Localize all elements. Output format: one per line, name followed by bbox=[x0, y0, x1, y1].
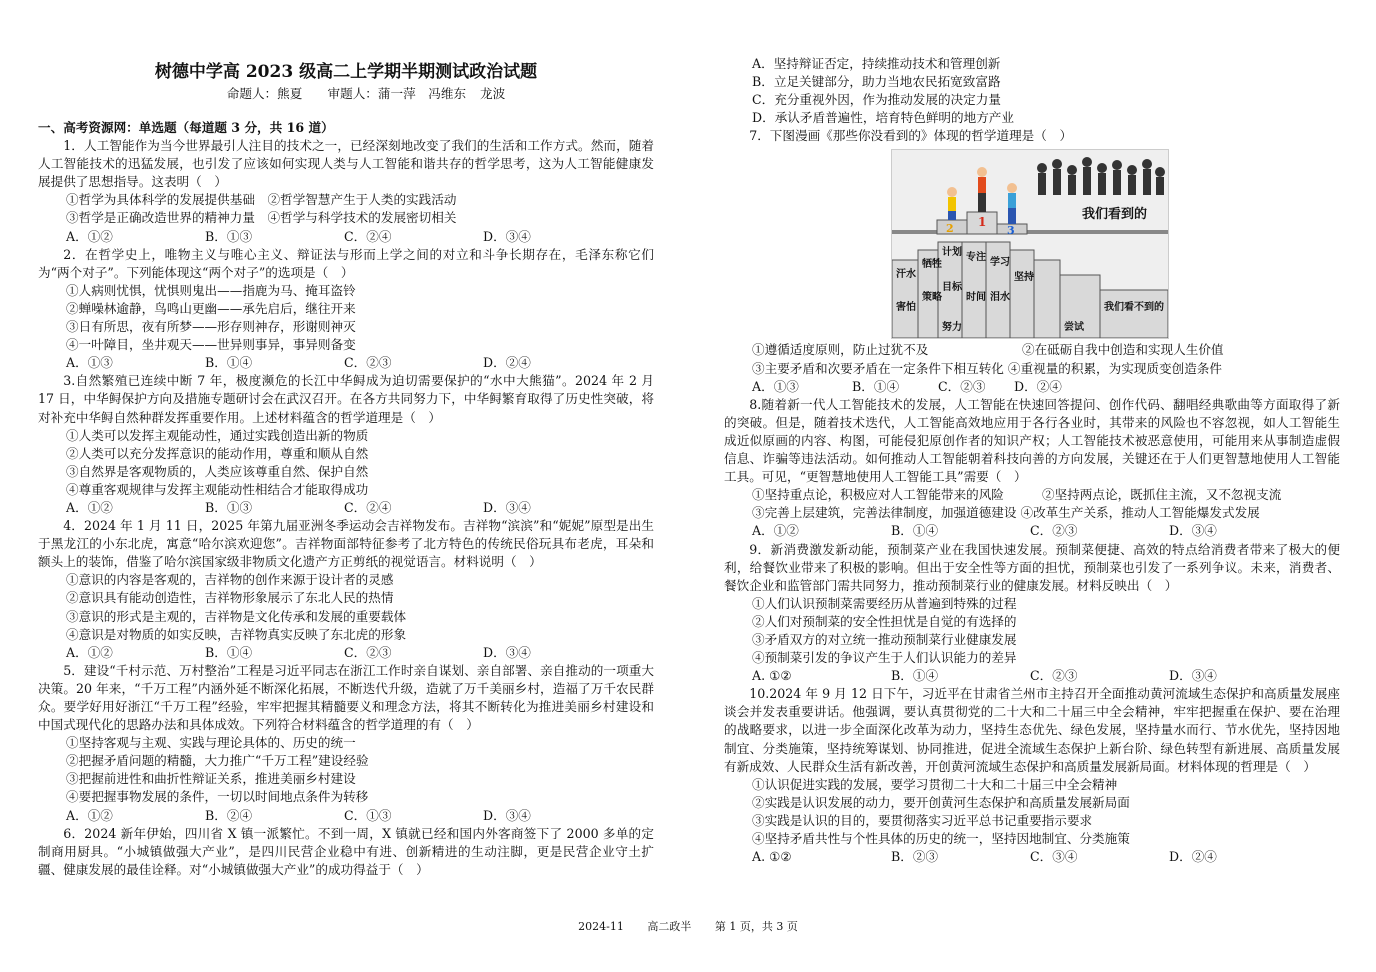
choice-a[interactable]: A．①② bbox=[66, 644, 113, 660]
exam-authors: 命题人：熊夏 审题人：蒲一萍 冯维东 龙波 bbox=[226, 86, 506, 101]
q7-option-2: ②在砥砺自我中创造和实现人生价值 bbox=[1022, 342, 1224, 358]
q3-choices bbox=[38, 499, 654, 517]
footer-date: 2024-11 bbox=[578, 920, 624, 933]
choice-a[interactable]: A．①② bbox=[66, 499, 113, 515]
q10-choices bbox=[724, 848, 1340, 866]
podium-2: 2 bbox=[946, 222, 954, 236]
q3-option: ①人类可以发挥主观能动性，通过实践创造出新的物质 bbox=[66, 427, 369, 443]
choice-c[interactable]: C．①③ bbox=[344, 807, 392, 823]
choice-d[interactable]: D．③④ bbox=[1169, 523, 1217, 539]
podium-1: 1 bbox=[978, 215, 987, 230]
q4-option: ②意识具有能动创造性，吉祥物形象展示了东北人民的热情 bbox=[66, 590, 394, 606]
step-word: 计划 bbox=[942, 247, 962, 259]
q9-option: ①人们认识预制菜需要经历从普遍到特殊的过程 bbox=[752, 595, 1017, 611]
choice-d[interactable]: D．②④ bbox=[1169, 849, 1217, 865]
q5-option: ②把握矛盾问题的精髓，大力推广“千万工程”建设经验 bbox=[66, 753, 369, 769]
choice-c[interactable]: C．②③ bbox=[1030, 523, 1078, 539]
q8-options-row2: ③完善上层建筑，完善法律制度，加强道德建设 ④改革生产关系，推动人工智能爆发式发展 bbox=[752, 505, 1260, 521]
choice-d[interactable]: D．③④ bbox=[483, 499, 531, 515]
right-column bbox=[724, 55, 1340, 866]
step-word: 害怕 bbox=[896, 302, 916, 314]
choice-d[interactable]: D．②④ bbox=[483, 355, 531, 371]
choice-b[interactable]: B．①③ bbox=[205, 228, 253, 244]
cartoon-illustration bbox=[892, 150, 1168, 338]
q1-option-line: ①哲学为具体科学的发展提供基础 ②哲学智慧产生于人类的实践活动 bbox=[66, 192, 457, 208]
q1-stem: 1．人工智能作为当今世界最引人注目的技术之一，已经深刻地改变了我们的生活和工作方式。然而，随着人工智能技术的迅猛发展，也引发了应该如何实现人类与人工智能和谐共存的哲学思考，这为人工智能健康发展提供了思想指导。这表明（ ） bbox=[38, 138, 654, 190]
step-word: 策略 bbox=[922, 292, 942, 304]
q4-option: ①意识的内容是客观的，吉祥物的创作来源于设计者的灵感 bbox=[66, 572, 394, 588]
q6-stem: 6．2024 新年伊始，四川省 X 镇一派繁忙。不到一周，X 镇就已经和国内外客商签下了 2000 多单的定制商用厨具。“小城镇做强大产业”，是四川民营企业稳中有进、创新精进的生动注脚，更是民营企业守土扩疆、健康发展的最佳诠释。对“小城镇做强大产业”的成功得益于（ ） bbox=[38, 825, 654, 877]
q9-choices bbox=[724, 667, 1340, 685]
choice-c[interactable]: C．②③ bbox=[938, 378, 986, 394]
q8-stem: 8.随着新一代人工智能技术的发展，人工智能在快速回答提问、创作代码、翻唱经典歌曲等方面取得了新的突破。但是，随着技术迭代，人工智能高效地应用于各行各业时，其带来的风险也不容忽视，如人工智能生成近似原画的内容、构图，可能侵犯原创作者的知识产权；人工智能技术被恶意使用，可能用来从事制造虚假信息、诈骗等违法活动。如何推动人工智能朝着科技向善的方向发展，关键还在于人们更智慧地使用人工智能工具。可见，“更智慧地使用人工智能工具”需要（ ） bbox=[724, 396, 1340, 485]
q9-option: ②人们对预制菜的安全性担忧是自觉的有选择的 bbox=[752, 613, 1017, 629]
choice-c[interactable]: C．③④ bbox=[1030, 849, 1078, 865]
q6-option-c[interactable]: C．充分重视外因，作为推动发展的决定力量 bbox=[752, 92, 1001, 108]
choice-c[interactable]: C．②④ bbox=[344, 499, 392, 515]
q5-option: ①坚持客观与主观、实践与理论具体的、历史的统一 bbox=[66, 735, 356, 751]
footer-subject: 高二政半 bbox=[647, 920, 692, 933]
q3-option: ④尊重客观规律与发挥主观能动性相结合才能取得成功 bbox=[66, 481, 369, 497]
choice-a[interactable]: A. ①② bbox=[752, 849, 792, 865]
step-word: 专注 bbox=[966, 252, 986, 264]
step-word: 尝试 bbox=[1064, 322, 1084, 334]
choice-c[interactable]: C．②③ bbox=[1030, 668, 1078, 684]
q5-option: ③把握前进性和曲折性辩证关系，推进美丽乡村建设 bbox=[66, 771, 356, 787]
q10-option: ②实践是认识发展的动力，要开创黄河生态保护和高质量发展新局面 bbox=[752, 794, 1130, 810]
choice-d[interactable]: D．③④ bbox=[483, 228, 531, 244]
q3-stem: 3.自然繁殖已连续中断 7 年，极度濒危的长江中华鲟成为迫切需要保护的“水中大熊猫”。2024 年 2 月 17 日，中华鲟保护方向及措施专题研讨会在武汉召开。在各方共同努力下，中华鲟繁育取得了历史性突破，将对补充中华鲟自然种群发挥重要作用。上述材料蕴含的哲学道理是（ ） bbox=[38, 373, 654, 425]
q7-stem: 7．下图漫画《那些你没看到的》体现的哲学道理是（ ） bbox=[749, 128, 1073, 144]
podium-3: 3 bbox=[1007, 224, 1015, 238]
q4-option: ④意识是对物质的如实反映，吉祥物真实反映了东北虎的形象 bbox=[66, 626, 407, 642]
choice-c[interactable]: C．②③ bbox=[344, 644, 392, 660]
q8-options-row1 bbox=[724, 486, 1340, 504]
q7-options-row2: ③主要矛盾和次要矛盾在一定条件下相互转化 ④重视量的积累，为实现质变创造条件 bbox=[752, 360, 1222, 376]
q9-option: ④预制菜引发的争议产生于人们认识能力的差异 bbox=[752, 650, 1017, 666]
q2-option: ④一叶障目，坐井观天——世异则事异，事异则备变 bbox=[66, 337, 356, 353]
cartoon-figure bbox=[891, 149, 1169, 339]
choice-a[interactable]: A．①③ bbox=[752, 378, 799, 394]
q2-option: ③日有所思，夜有所梦——形存则神存，形谢则神灭 bbox=[66, 319, 356, 335]
choice-b[interactable]: B．①④ bbox=[205, 355, 253, 371]
choice-b[interactable]: B．②③ bbox=[891, 849, 939, 865]
caption-unseen: 我们看不到的 bbox=[1104, 302, 1164, 314]
q7-option-1: ①遵循适度原则，防止过犹不及 bbox=[752, 342, 929, 358]
page-footer bbox=[0, 918, 1376, 934]
q5-option: ④要把握事物发展的条件，一切以时间地点条件为转移 bbox=[66, 789, 369, 805]
step-word: 坚持 bbox=[1014, 272, 1034, 284]
q2-option: ①人病则忧惧，忧惧则鬼出——指鹿为马、掩耳盗铃 bbox=[66, 282, 356, 298]
section-heading: 一、高考资源网：单选题（每道题 3 分，共 16 道） bbox=[38, 120, 334, 135]
choice-b[interactable]: B．①④ bbox=[205, 644, 253, 660]
q7-choices bbox=[724, 378, 1340, 396]
choice-b[interactable]: B．①③ bbox=[205, 499, 253, 515]
q2-choices bbox=[38, 354, 654, 372]
choice-b[interactable]: B．①④ bbox=[891, 523, 939, 539]
q5-stem: 5．建设“千村示范、万村整治”工程是习近平同志在浙江工作时亲自谋划、亲自部署、亲自推动的一项重大决策。20 年来，“千万工程”内涵外延不断深化拓展，不断迭代升级，造就了万千美丽乡村，造福了万千农民群众。要学好用好浙江“千万工程”经验，牢牢把握其精髓要义和理念方法，将其不断转化为推进美丽乡村建设和中国式现代化的思路办法和具体成效。下列符合材料蕴含的哲学道理的有（ ） bbox=[38, 662, 654, 733]
q9-option: ③矛盾双方的对立统一推动预制菜行业健康发展 bbox=[752, 631, 1017, 647]
footer-page-number: 第 1 页，共 3 页 bbox=[714, 920, 798, 933]
q2-option: ②蝉噪林逾静，鸟鸣山更幽——承先启后，继往开来 bbox=[66, 300, 356, 316]
choice-a[interactable]: A．①② bbox=[752, 523, 799, 539]
q4-option: ③意识的形式是主观的，吉祥物是文化传承和发展的重要载体 bbox=[66, 608, 407, 624]
q5-choices bbox=[38, 807, 654, 825]
q6-option-d[interactable]: D．承认矛盾普遍性，培育特色鲜明的地方产业 bbox=[752, 110, 1014, 126]
q1-choices bbox=[38, 228, 654, 246]
choice-d[interactable]: D．③④ bbox=[483, 807, 531, 823]
q8-option-2: ②坚持两点论，既抓住主流，又不忽视支流 bbox=[1042, 487, 1282, 503]
choice-c[interactable]: C．②③ bbox=[344, 355, 392, 371]
choice-d[interactable]: D．③④ bbox=[483, 644, 531, 660]
q4-stem: 4．2024 年 1 月 11 日，2025 年第九届亚洲冬季运动会吉祥物发布。吉祥物“滨滨”和“妮妮”原型是出生于黑龙江的小东北虎，寓意“哈尔滨欢迎您”。吉祥物面部特征参考了北方特色的传统民俗玩具布老虎，耳朵和额头上的装饰，借鉴了哈尔滨国家级非物质文化遗产方正剪纸的视觉语言。材料说明（ ） bbox=[38, 518, 654, 570]
choice-a[interactable]: A．①③ bbox=[66, 355, 113, 371]
q8-choices bbox=[724, 522, 1340, 540]
q10-option: ①认识促进实践的发展，要学习贯彻二十大和二十届三中全会精神 bbox=[752, 776, 1118, 792]
q10-option: ③实践是认识的目的，要贯彻落实习近平总书记重要指示要求 bbox=[752, 812, 1093, 828]
step-word: 目标 bbox=[942, 282, 962, 294]
q3-option: ③自然界是客观物质的，人类应该尊重自然、保护自然 bbox=[66, 463, 369, 479]
q10-option: ④坚持矛盾共性与个性具体的历史的统一，坚持因地制宜、分类施策 bbox=[752, 831, 1130, 846]
q3-option: ②人类可以充分发挥意识的能动作用，尊重和顺从自然 bbox=[66, 445, 369, 461]
q2-stem: 2．在哲学史上，唯物主义与唯心主义、辩证法与形而上学之间的对立和斗争长期存在，毛泽东称它们为“两个对子”。下列能体现这“两个对子”的选项是（ ） bbox=[38, 246, 654, 280]
exam-title: 树德中学高 2023 级高二上学期半期测试政治试题 bbox=[154, 62, 538, 82]
caption-seen: 我们看到的 bbox=[1082, 207, 1148, 223]
q6-option-a[interactable]: A．坚持辩证否定，持续推动技术和管理创新 bbox=[752, 56, 1001, 71]
choice-c[interactable]: C．②④ bbox=[344, 228, 392, 244]
q8-option-1: ①坚持重点论，积极应对人工智能带来的风险 bbox=[752, 487, 1004, 503]
choice-b[interactable]: B．②④ bbox=[205, 807, 253, 823]
step-word: 汗水 bbox=[896, 269, 916, 281]
choice-d[interactable]: D．②④ bbox=[1014, 378, 1062, 394]
choice-a[interactable]: A．①② bbox=[66, 228, 113, 244]
choice-d[interactable]: D．③④ bbox=[1169, 668, 1217, 684]
choice-b[interactable]: B．①④ bbox=[852, 378, 900, 394]
step-word: 牺牲 bbox=[922, 259, 942, 271]
q7-options-row1 bbox=[724, 341, 1340, 359]
left-column bbox=[38, 0, 654, 879]
choice-a[interactable]: A. ①② bbox=[752, 668, 792, 684]
step-word: 努力 bbox=[942, 322, 962, 334]
step-word: 时间 bbox=[966, 292, 986, 304]
q6-option-b[interactable]: B．立足关键部分，助力当地农民拓宽致富路 bbox=[752, 74, 1001, 90]
q1-option-line: ③哲学是正确改造世界的精神力量 ④哲学与科学技术的发展密切相关 bbox=[66, 210, 457, 226]
q9-stem: 9．新消费激发新动能，预制菜产业在我国快速发展。预制菜便捷、高效的特点给消费者带来了极大的便利，给餐饮业带来了积极的影响。但出于安全性等方面的担忧，预制菜也引发了一系列争议。未来，消费者、餐饮企业和监管部门需共同努力，推动预制菜行业的健康发展。材料反映出（ ） bbox=[724, 541, 1340, 593]
step-word: 学习 bbox=[990, 257, 1010, 269]
q4-choices bbox=[38, 644, 654, 662]
choice-a[interactable]: A．①② bbox=[66, 807, 113, 823]
q10-stem: 10.2024 年 9 月 12 日下午，习近平在甘肃省兰州市主持召开全面推动黄河流域生态保护和高质量发展座谈会并发表重要讲话。他强调，要认真贯彻党的二十大和二十届三中全会精神，牢牢把握重在保护、要在治理的战略要求，以进一步全面深化改革为动力，坚持生态优先、绿色发展，坚持量水而行、节水优先，坚持因地制宜、分类施策，坚持统筹谋划、协同推进，促进全流域生态保护上新台阶、绿色转型有新进展、高质量发展有新成效、人民群众生活有新改善，开创黄河流域生态保护和高质量发展新局面。材料体现的哲理是（ ） bbox=[724, 686, 1340, 774]
step-word: 泪水 bbox=[990, 292, 1010, 304]
choice-b[interactable]: B．①④ bbox=[891, 668, 939, 684]
